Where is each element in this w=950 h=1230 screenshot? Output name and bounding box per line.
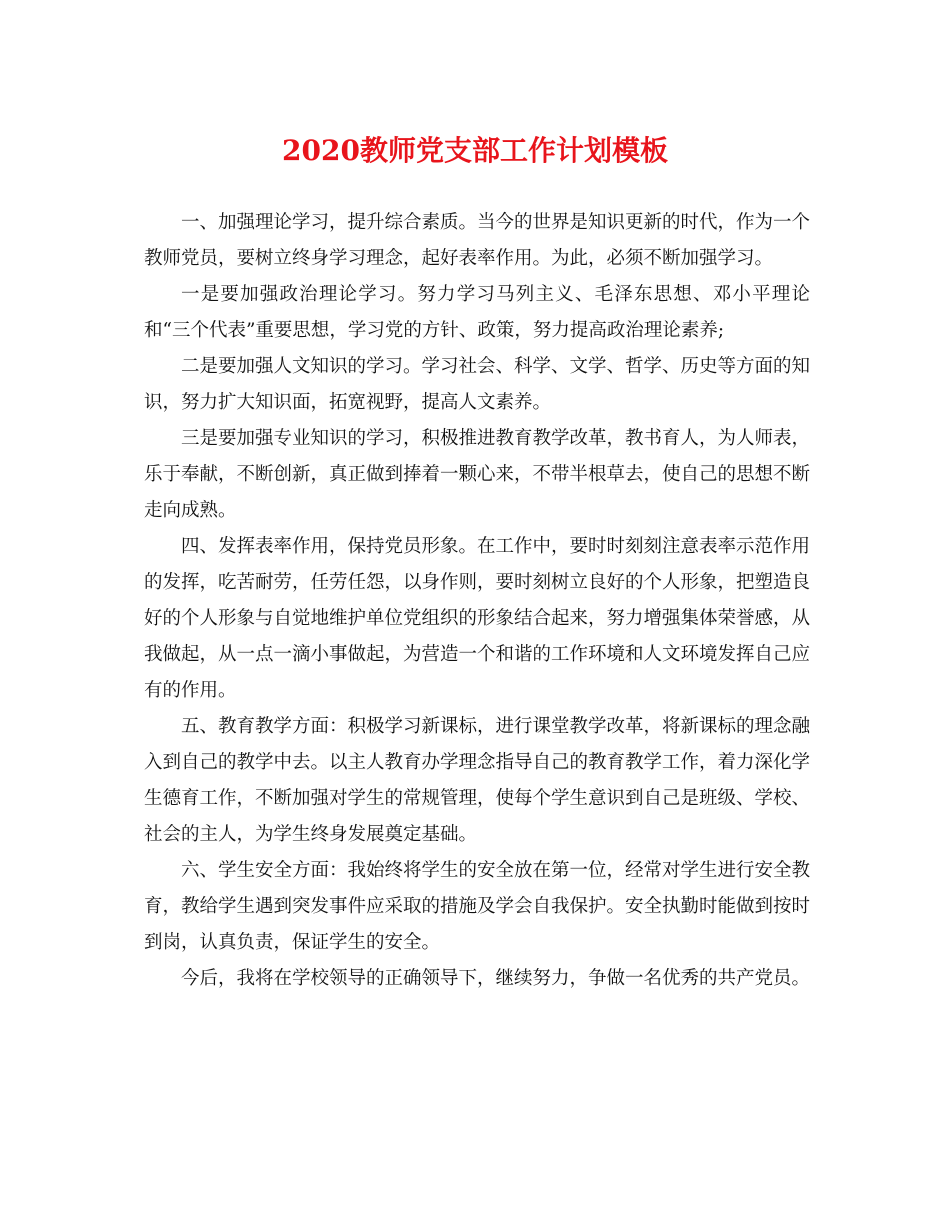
paragraph-student-safety: 六、学生安全方面：我始终将学生的安全放在第一位，经常对学生进行安全教育，教给学生遇到突发事件应采取的措施及学会自我保护。安全执勤时能做到按时到岗，认真负责，保证学生的安全。 bbox=[144, 860, 811, 953]
paragraph-theory-study: 一、加强理论学习，提升综合素质。当今的世界是知识更新的时代，作为一个教师党员，要树立终身学习理念，起好表率作用。为此，必须不断加强学习。 bbox=[144, 212, 811, 269]
paragraph-teaching: 五、教育教学方面：积极学习新课标，进行课堂教学改革，将新课标的理念融入到自己的教学中去。以主人教育办学理念指导自己的教育教学工作，着力深化学生德育工作，不断加强对学生的常规管理，使每个学生意识到自己是班级、学校、社会的主人，为学生终身发展奠定基础。 bbox=[144, 716, 811, 845]
document-body bbox=[144, 205, 810, 997]
paragraph-political-theory: 一是要加强政治理论学习。努力学习马列主义、毛泽东思想、邓小平理论和“三个代表”重要思想，学习党的方针、政策，努力提高政治理论素养; bbox=[144, 284, 810, 341]
paragraph-exemplary-role: 四、发挥表率作用，保持党员形象。在工作中，要时时刻刻注意表率示范作用的发挥，吃苦耐劳，任劳任怨，以身作则，要时刻树立良好的个人形象，把塑造良好的个人形象与自觉地维护单位党组织的形象结合起来，努力增强集体荣誉感，从我做起，从一点一滴小事做起，为营造一个和谐的工作环境和人文环境发挥自己应有的作用。 bbox=[144, 536, 811, 701]
paragraph-conclusion: 今后，我将在学校领导的正确领导下，继续努力，争做一名优秀的共产党员。 bbox=[181, 968, 811, 989]
paragraph-humanities: 二是要加强人文知识的学习。学习社会、科学、文学、哲学、历史等方面的知识，努力扩大知识面，拓宽视野，提高人文素养。 bbox=[144, 356, 811, 413]
paragraph-professional-knowledge: 三是要加强专业知识的学习，积极推进教育教学改革，教书育人，为人师表，乐于奉献，不断创新，真正做到捧着一颗心来，不带半根草去，使自己的思想不断走向成熟。 bbox=[144, 428, 811, 521]
document-title: 2020教师党支部工作计划模板 bbox=[282, 134, 668, 167]
